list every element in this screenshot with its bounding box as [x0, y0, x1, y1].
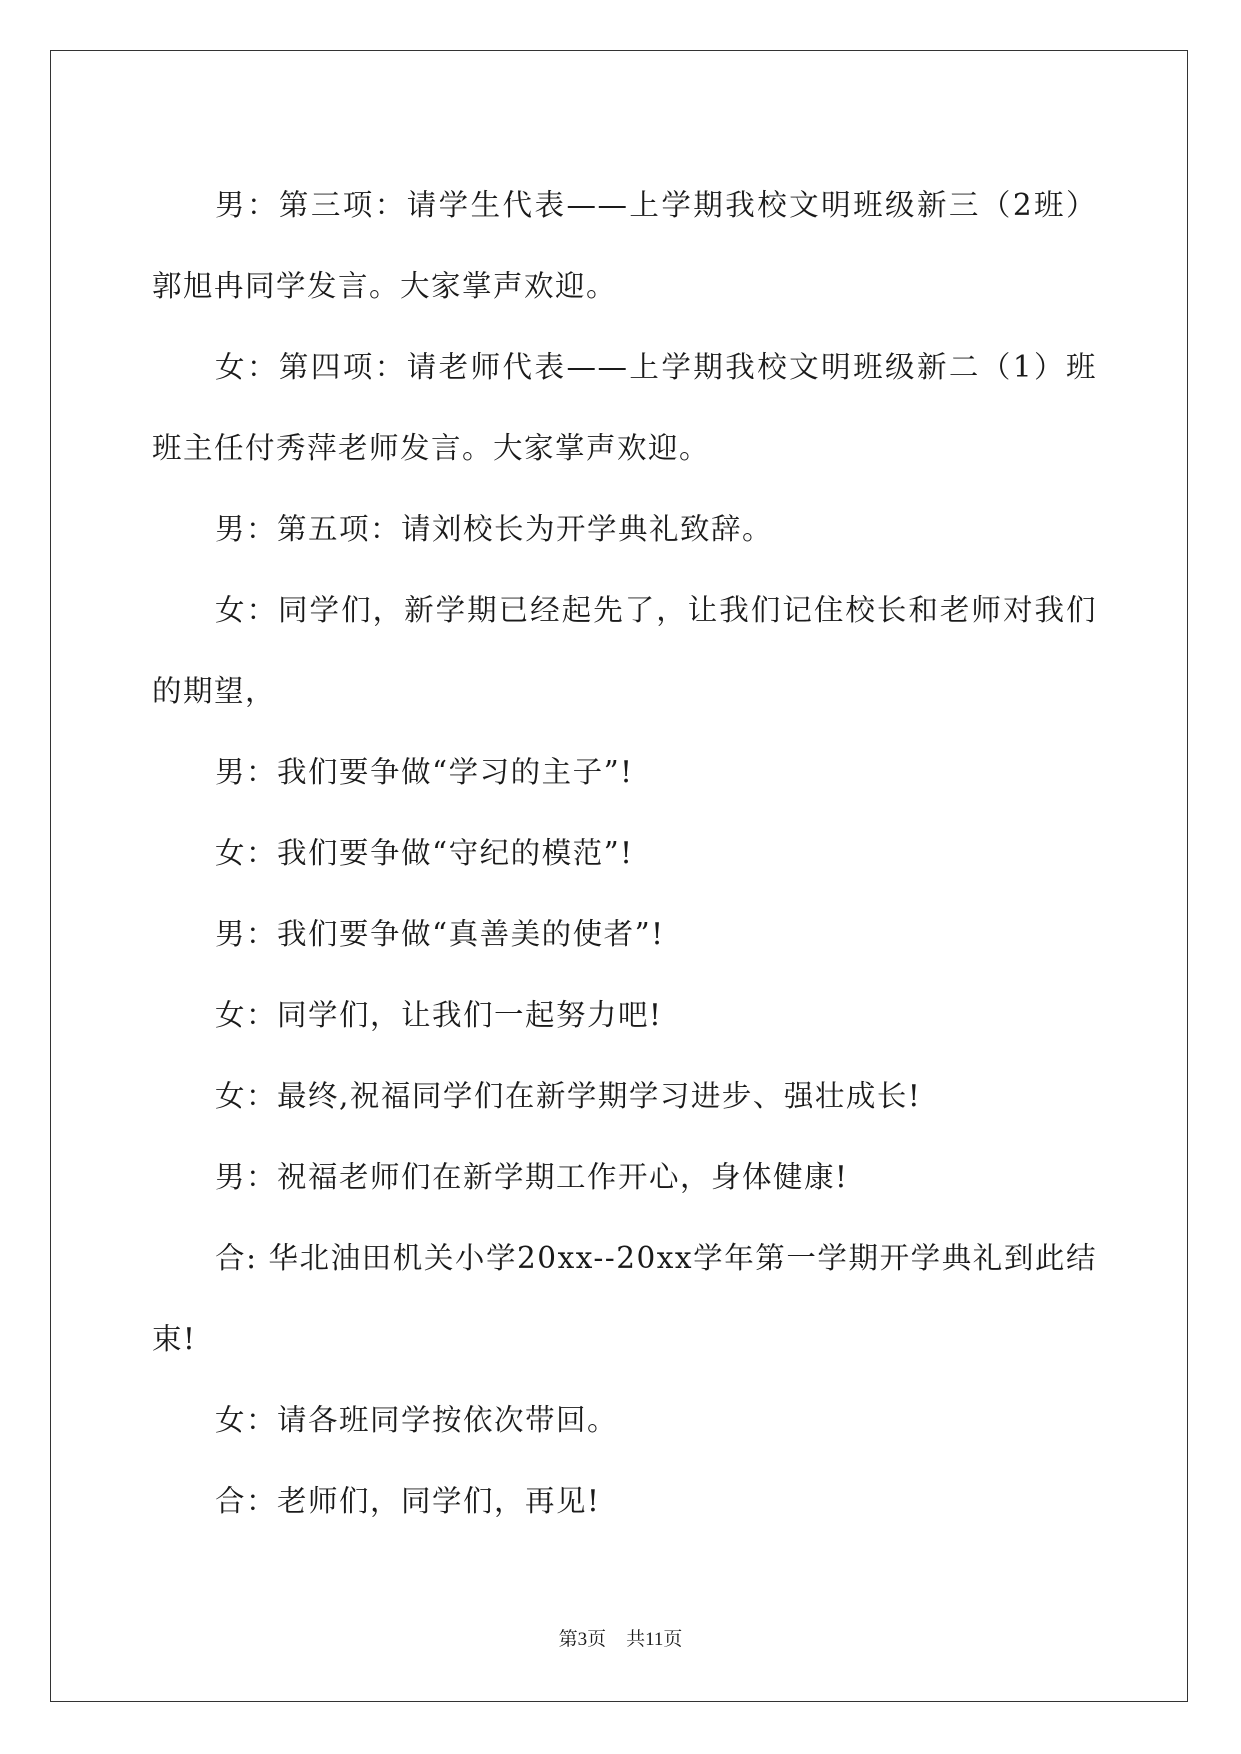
- paragraph-12: 女：请各班同学按依次带回。: [215, 1403, 619, 1437]
- paragraph-3: 男：第五项：请刘校长为开学典礼致辞。: [215, 512, 774, 546]
- paragraph-9: 女：最终,祝福同学们在新学期学习进步、强壮成长!: [215, 1079, 922, 1113]
- page-number: 第3页: [558, 1629, 607, 1650]
- paragraph-13: 合：老师们，同学们，再见!: [215, 1484, 601, 1518]
- paragraph-10: 男：祝福老师们在新学期工作开心，身体健康!: [215, 1160, 849, 1194]
- paragraph-7: 男：我们要争做“真善美的使者”!: [215, 917, 665, 951]
- paragraph-1: 男：第三项：请学生代表——上学期我校文明班级新三（2班）郭旭冉同学发言。大家掌声欢迎。: [152, 188, 1097, 303]
- paragraph-5: 男：我们要争做“学习的主子”!: [215, 755, 634, 789]
- paragraph-4: 女：同学们，新学期已经起先了，让我们记住校长和老师对我们的期望，: [152, 593, 1097, 708]
- paragraph-6: 女：我们要争做“守纪的模范”!: [215, 836, 634, 870]
- paragraph-11: 合: 华北油田机关小学20xx--20xx学年第一学期开学典礼到此结束!: [152, 1241, 1097, 1356]
- paragraph-8: 女：同学们，让我们一起努力吧!: [215, 998, 663, 1032]
- document-body: [152, 165, 1097, 1542]
- page-total: 共11页: [626, 1629, 683, 1650]
- paragraph-2: 女：第四项：请老师代表——上学期我校文明班级新二（1）班班主任付秀萍老师发言。大家掌声欢迎。: [152, 350, 1097, 465]
- page-footer: [0, 1624, 1241, 1651]
